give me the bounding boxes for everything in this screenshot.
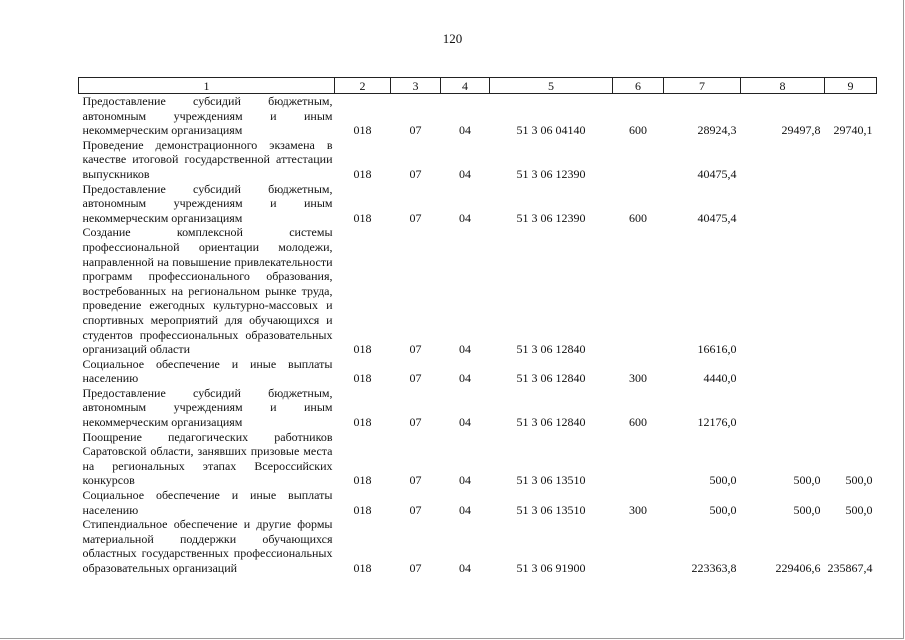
row-amount-year1: 223363,8 bbox=[691, 561, 737, 575]
row-subsection-code: 04 bbox=[459, 473, 471, 488]
budget-table bbox=[78, 77, 877, 576]
row-ministry-code: 018 bbox=[353, 473, 372, 488]
row-target-article: 51 3 06 12840 bbox=[516, 371, 586, 386]
row-expense-type bbox=[613, 138, 664, 182]
table-row bbox=[79, 430, 877, 488]
row-section-code: 07 bbox=[409, 561, 422, 575]
row-expense-type: 600 bbox=[629, 123, 647, 138]
row-section-code: 07 bbox=[409, 502, 422, 517]
row-ministry-code: 018 bbox=[353, 561, 372, 575]
header-col-2: 2 bbox=[335, 78, 391, 94]
row-ministry-code: 018 bbox=[353, 502, 372, 517]
header-col-4: 4 bbox=[441, 78, 490, 94]
table-row bbox=[79, 94, 877, 138]
header-col-5: 5 bbox=[490, 78, 613, 94]
row-target-article: 51 3 06 04140 bbox=[516, 123, 586, 138]
header-row bbox=[79, 78, 877, 94]
row-amount-year2 bbox=[741, 182, 825, 226]
row-amount-year1: 16616,0 bbox=[697, 342, 737, 357]
row-description: Предоставление субсидий бюджетным, автономным учреждениям и иным некоммерческим организациям bbox=[82, 385, 333, 430]
row-expense-type: 600 bbox=[629, 210, 647, 225]
row-expense-type bbox=[613, 517, 664, 575]
row-section-code: 07 bbox=[409, 415, 422, 430]
row-section-code: 07 bbox=[409, 371, 422, 386]
row-amount-year3 bbox=[825, 182, 877, 226]
row-subsection-code: 04 bbox=[459, 342, 471, 357]
row-expense-type: 300 bbox=[629, 502, 647, 517]
row-description: Социальное обеспечение и иные выплаты населению bbox=[82, 488, 333, 517]
row-amount-year3 bbox=[825, 225, 877, 356]
row-target-article: 51 3 06 12390 bbox=[516, 166, 586, 181]
row-description: Предоставление субсидий бюджетным, автономным учреждениям и иным некоммерческим организациям bbox=[82, 94, 333, 138]
row-subsection-code: 04 bbox=[459, 371, 471, 386]
row-ministry-code: 018 bbox=[353, 342, 372, 357]
row-section-code: 07 bbox=[409, 166, 422, 181]
row-amount-year2 bbox=[741, 357, 825, 386]
row-description: Предоставление субсидий бюджетным, автономным учреждениям и иным некоммерческим организациям bbox=[82, 181, 333, 225]
table-row bbox=[79, 488, 877, 517]
row-subsection-code: 04 bbox=[459, 166, 471, 181]
row-ministry-code: 018 bbox=[353, 371, 372, 386]
row-amount-year3 bbox=[825, 357, 877, 386]
row-section-code: 07 bbox=[409, 473, 422, 488]
header-col-6: 6 bbox=[613, 78, 664, 94]
row-subsection-code: 04 bbox=[459, 210, 471, 225]
row-description: Поощрение педагогических работников Саратовской области, занявших призовые места на региональных этапах Всероссийских конкурсов bbox=[82, 429, 333, 488]
row-subsection-code: 04 bbox=[459, 561, 471, 575]
row-expense-type bbox=[613, 225, 664, 356]
row-amount-year1: 40475,4 bbox=[697, 210, 737, 225]
row-subsection-code: 04 bbox=[459, 123, 471, 138]
row-amount-year3: 500,0 bbox=[845, 502, 873, 517]
table-row bbox=[79, 517, 877, 575]
row-amount-year3: 29740,1 bbox=[833, 123, 873, 138]
row-target-article: 51 3 06 91900 bbox=[516, 561, 586, 575]
row-section-code: 07 bbox=[409, 210, 422, 225]
row-expense-type bbox=[613, 430, 664, 488]
row-section-code: 07 bbox=[409, 123, 422, 138]
row-amount-year1: 28924,3 bbox=[697, 123, 737, 138]
header-col-7: 7 bbox=[664, 78, 741, 94]
header-col-9: 9 bbox=[825, 78, 877, 94]
row-amount-year1: 500,0 bbox=[709, 502, 737, 517]
row-amount-year2 bbox=[741, 225, 825, 356]
row-amount-year1: 40475,4 bbox=[697, 166, 737, 181]
row-amount-year3: 500,0 bbox=[845, 473, 873, 488]
row-target-article: 51 3 06 12840 bbox=[516, 342, 586, 357]
table-row bbox=[79, 138, 877, 182]
header-col-1: 1 bbox=[79, 78, 335, 94]
row-amount-year1: 4440,0 bbox=[703, 371, 737, 386]
row-amount-year2: 500,0 bbox=[793, 473, 821, 488]
row-description: Проведение демонстрационного экзамена в качестве итоговой государственной аттестации выпускников bbox=[82, 137, 333, 181]
row-section-code: 07 bbox=[409, 342, 422, 357]
row-amount-year3 bbox=[825, 386, 877, 430]
row-ministry-code: 018 bbox=[353, 415, 372, 430]
table-row bbox=[79, 386, 877, 430]
row-amount-year2: 500,0 bbox=[793, 502, 821, 517]
row-ministry-code: 018 bbox=[353, 210, 372, 225]
row-target-article: 51 3 06 13510 bbox=[516, 473, 586, 488]
row-description: Социальное обеспечение и иные выплаты населению bbox=[82, 356, 333, 386]
row-amount-year1: 500,0 bbox=[709, 473, 737, 488]
table-row bbox=[79, 357, 877, 386]
row-subsection-code: 04 bbox=[459, 502, 471, 517]
row-amount-year2: 29497,8 bbox=[781, 123, 821, 138]
row-ministry-code: 018 bbox=[353, 166, 372, 181]
header-col-3: 3 bbox=[391, 78, 441, 94]
row-ministry-code: 018 bbox=[353, 123, 372, 138]
row-target-article: 51 3 06 12840 bbox=[516, 415, 586, 430]
row-target-article: 51 3 06 12390 bbox=[516, 210, 586, 225]
row-amount-year2 bbox=[741, 138, 825, 182]
row-target-article: 51 3 06 13510 bbox=[516, 502, 586, 517]
table-row bbox=[79, 182, 877, 226]
row-expense-type: 600 bbox=[629, 415, 647, 430]
header-col-8: 8 bbox=[741, 78, 825, 94]
row-amount-year2: 229406,6 bbox=[775, 561, 821, 575]
row-expense-type: 300 bbox=[629, 371, 647, 386]
row-amount-year3 bbox=[825, 138, 877, 182]
page-number: 120 bbox=[442, 31, 463, 46]
table-row bbox=[79, 225, 877, 356]
row-description: Стипендиальное обеспечение и другие формы материальной поддержки обучающихся областных государственных профессиональных образовательных организаций bbox=[82, 517, 333, 575]
row-description: Создание комплексной системы профессиональной ориентации молодежи, направленной на повышение привлекательности программ профессионального образования, востребованных на региональном рынке труда, проведение ежегодных культурно-массовых и спортивных мероприятий для обучающихся и студентов профессиональных образовательных организаций области bbox=[82, 225, 333, 357]
row-amount-year1: 12176,0 bbox=[697, 415, 737, 430]
row-amount-year2 bbox=[741, 386, 825, 430]
row-amount-year3: 235867,4 bbox=[827, 561, 873, 575]
row-subsection-code: 04 bbox=[459, 415, 471, 430]
